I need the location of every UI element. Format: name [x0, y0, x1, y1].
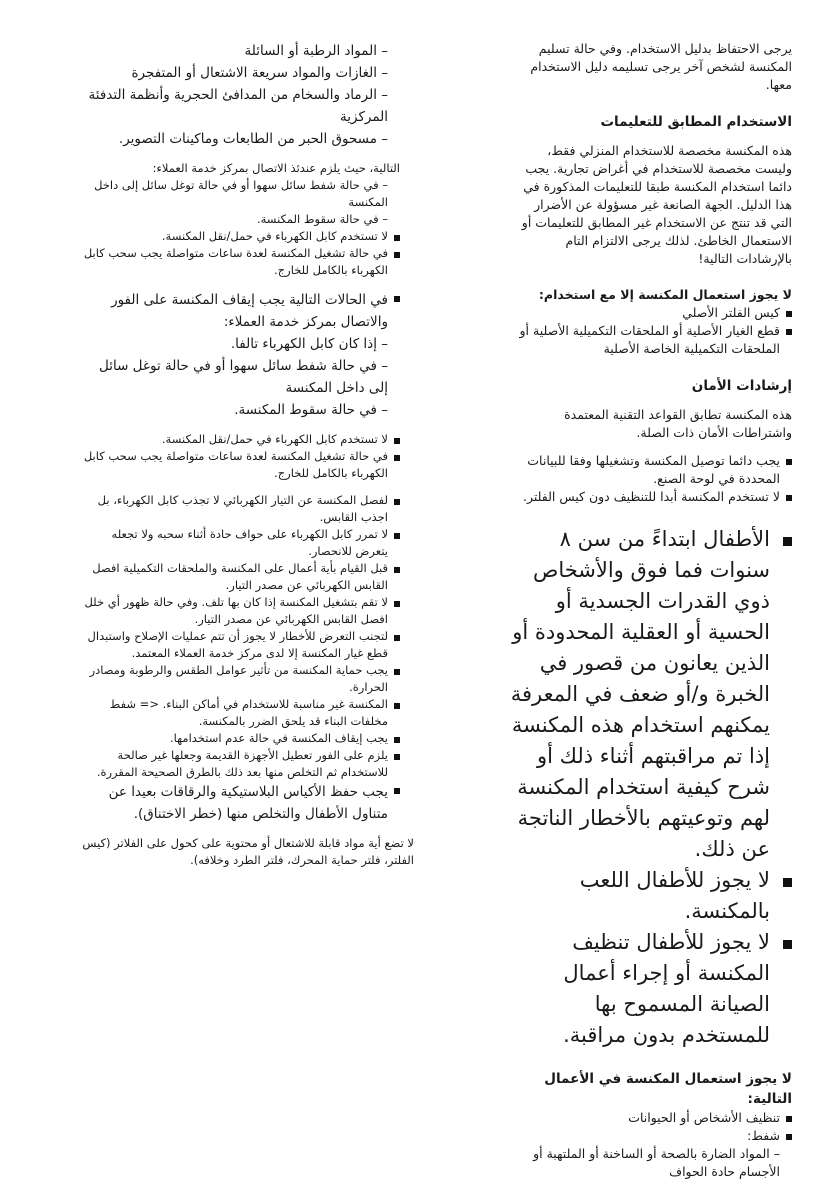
children-play-warning: لا يجوز للأطفال اللعب بالمكنسة.	[510, 865, 792, 927]
list-item: لا تستخدم كابل الكهرباء في حمل/نقل المكنسة.	[80, 431, 400, 448]
list-item: لا تستخدم المكنسة أبدا للتنظيف دون كيس الفلتر.	[510, 488, 792, 506]
dash-item: – المواد الرطبة أو السائلة	[80, 40, 400, 62]
list-item: في الحالات التالية يجب إيقاف المكنسة على الفور والاتصال بمركز خدمة العملاء:	[80, 289, 400, 333]
lead-text: التالية، حيث يلزم عندئذ الاتصال بمركز خدمة العملاء:	[152, 161, 400, 175]
right-column	[510, 40, 792, 1181]
list-item: يجب حماية المكنسة من تأثير عوامل الطقس والرطوبة ومصادر الحرارة.	[80, 662, 400, 696]
list-item: يجب إيقاف المكنسة في حالة عدم استخدامها.	[80, 730, 400, 747]
list-item: تنظيف الأشخاص أو الحيوانات	[510, 1109, 792, 1127]
list-item: المكنسة غير مناسبة للاستخدام في أماكن البناء. <= شفط مخلفات البناء قد يلحق الضرر بالمكنسة.	[80, 696, 400, 730]
heading-proper-use: الاستخدام المطابق للتعليمات	[600, 114, 792, 130]
dash-item: – الرماد والسخام من المدافئ الحجرية وأنظمة التدفئة المركزية	[80, 84, 400, 128]
dash-item: – في حالة شفط سائل سهوا أو في حالة توغل سائل إلى داخل المكنسة	[80, 177, 400, 211]
must-use-title: لا يجوز استعمال المكنسة إلا مع استخدام:	[538, 287, 792, 302]
list-item: يجب دائما توصيل المكنسة وتشغيلها وفقا للبيانات المحددة في لوحة الصنع.	[510, 452, 792, 488]
left-column	[80, 40, 414, 869]
dash-item: – في حالة سقوط المكنسة.	[80, 211, 400, 228]
safety-text: هذه المكنسة تطابق القواعد التقنية المعتمدة واشتراطات الأمان ذات الصلة.	[564, 407, 792, 440]
list-item: لفصل المكنسة عن التيار الكهربائي لا تجذب كابل الكهرباء، بل اجذب القابس.	[80, 492, 400, 526]
list-item: كيس الفلتر الأصلي	[510, 304, 792, 322]
proper-use-text: هذه المكنسة مخصصة للاستخدام المنزلي فقط، وليست مخصصة للاستخدام في أغراض تجارية. يجب دائما استخدام المكنسة طبقا للتعليمات المذكورة في هذا الدليل. الجهة الصانعة غير مسؤولة عن الأضرار التي قد تنتج عن الاستخدام غير المطابق للتعليمات أو الاستعمال الخاطئ. لذلك يرجى الالتزام التام بالإرشادات التالية!	[521, 143, 792, 266]
list-item: يلزم على الفور تعطيل الأجهزة القديمة وجعلها غير صالحة للاستخدام ثم التخلص منها بعد ذلك بالطرق الصحيحة المقررة.	[80, 747, 400, 781]
dash-item: – في حالة سقوط المكنسة.	[80, 399, 400, 421]
dash-item: – في حالة شفط سائل سهوا أو في حالة توغل سائل إلى داخل المكنسة	[80, 355, 400, 399]
not-use-title: لا يجوز استعمال المكنسة في الأعمال التالية:	[544, 1071, 792, 1107]
plastic-bags-warning: يجب حفظ الأكياس البلاستيكية والرقاقات بعيدا عن متناول الأطفال والتخلص منها (خطر الاختناق).	[80, 781, 400, 825]
intro-text: يرجى الاحتفاظ بدليل الاستخدام. وفي حالة تسليم المكنسة لشخص آخر يرجى تسليمه دليل الاستخدام معها.	[530, 41, 792, 92]
list-item: لتجنب التعرض للأخطار لا يجوز أن تتم عمليات الإصلاح واستبدال قطع غيار المكنسة إلا لدى مركز خدمة العملاء المعتمد.	[80, 628, 400, 662]
list-item: لا تستخدم كابل الكهرباء في حمل/نقل المكنسة.	[80, 228, 400, 245]
dash-item: – المواد الضارة بالصحة أو الساخنة أو الملتهبة أو الأجسام حادة الحواف	[510, 1145, 792, 1181]
footer-note: لا تضع أية مواد قابلة للاشتعال أو محتوية على كحول على الفلاتر (كيس الفلتر، فلتر حماية المحرك، فلتر الطرد وخلافه).	[82, 836, 414, 867]
list-item: في حالة تشغيل المكنسة لعدة ساعات متواصلة يجب سحب كابل الكهرباء بالكامل للخارج.	[80, 448, 400, 482]
children-warning: الأطفال ابتداءً من سن ٨ سنوات فما فوق والأشخاص ذوي القدرات الجسدية أو الحسية أو العقلية المحدودة أو الذين يعانون من قصور في الخبرة و/أو ضعف في المعرفة يمكنهم استخدام هذه المكنسة إذا تم مراقبتهم أثناء ذلك أو شرح كيفية استخدام المكنسة لهم وتوعيتهم بالأخطار الناتجة عن ذلك.	[510, 524, 792, 865]
list-item: شفط:	[510, 1127, 792, 1145]
dash-item: – إذا كان كابل الكهرباء تالفا.	[80, 333, 400, 355]
heading-safety: إرشادات الأمان	[691, 378, 792, 394]
list-item: قطع الغيار الأصلية أو الملحقات التكميلية الأصلية أو الملحقات التكميلية الخاصة الأصلية	[510, 322, 792, 358]
list-item: قبل القيام بأية أعمال على المكنسة والملحقات التكميلية افصل القابس الكهربائي عن مصدر التيار.	[80, 560, 400, 594]
children-clean-warning: لا يجوز للأطفال تنظيف المكنسة أو إجراء أعمال الصيانة المسموح بها للمستخدم بدون مراقبة.	[510, 927, 792, 1051]
list-item: لا تمرر كابل الكهرباء على حواف حادة أثناء سحبه ولا تجعله يتعرض للانحصار.	[80, 526, 400, 560]
list-item: في حالة تشغيل المكنسة لعدة ساعات متواصلة يجب سحب كابل الكهرباء بالكامل للخارج.	[80, 245, 400, 279]
dash-item: – مسحوق الحبر من الطابعات وماكينات التصوير.	[80, 128, 400, 150]
list-item: لا تقم بتشغيل المكنسة إذا كان بها تلف. وفي حالة ظهور أي خلل افصل القابس الكهربائي عن مصدر التيار.	[80, 594, 400, 628]
dash-item: – الغازات والمواد سريعة الاشتعال أو المتفجرة	[80, 62, 400, 84]
